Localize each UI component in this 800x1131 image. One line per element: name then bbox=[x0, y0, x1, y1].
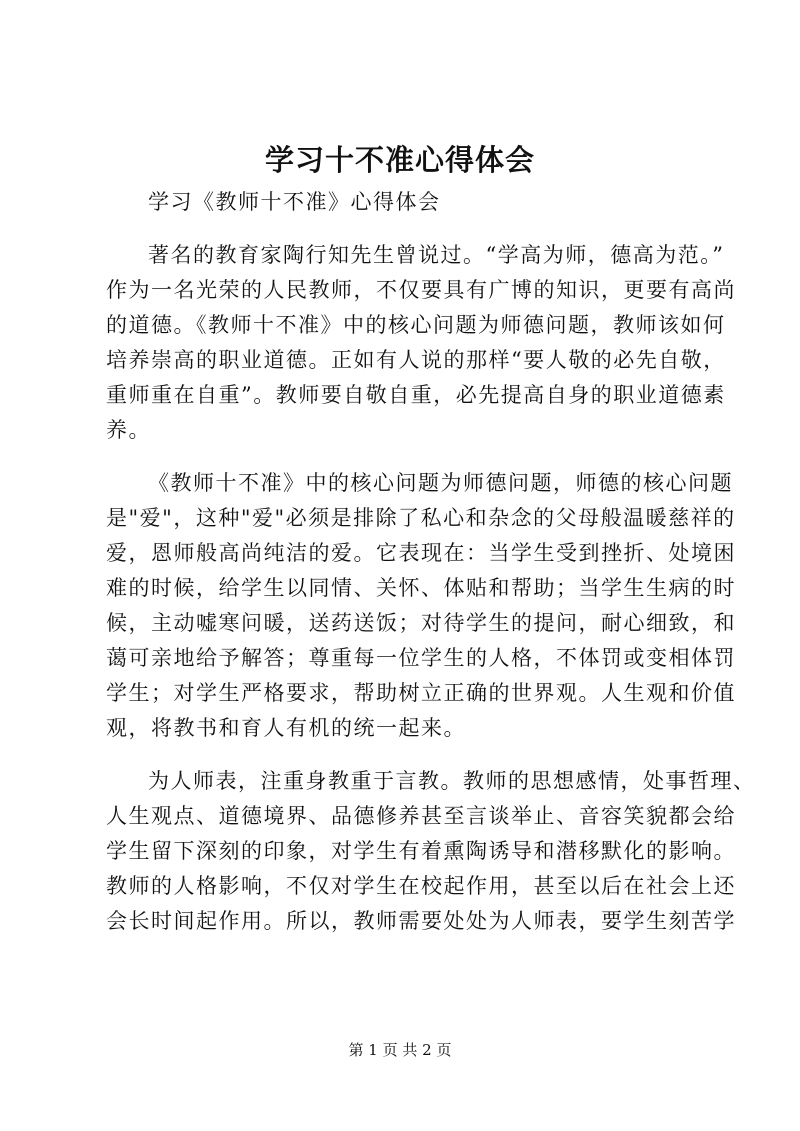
page-title: 学习十不准心得体会 bbox=[264, 143, 535, 177]
subtitle: 学习《教师十不准》心得体会 bbox=[148, 190, 441, 214]
document-body bbox=[106, 185, 756, 939]
paragraph-line: 爱，恩师般高尚纯洁的爱。它表现在：当学生受到挫折、处境困 bbox=[106, 541, 736, 565]
paragraph-line: 《教师十不准》中的核心问题为师德问题，师德的核心问题 bbox=[148, 471, 733, 495]
paragraph-line: 会长时间起作用。所以，教师需要处处为人师表，要学生刻苦学 bbox=[106, 909, 736, 933]
paragraph bbox=[106, 238, 736, 448]
paragraph bbox=[106, 764, 756, 939]
paragraph-line: 难的时候，给学生以同情、关怀、体贴和帮助；当学生生病的时 bbox=[106, 576, 736, 600]
paragraph-line: 的道德。《教师十不准》中的核心问题为师德问题，教师该如何 bbox=[106, 313, 726, 337]
paragraph-line: 培养崇高的职业道德。正如有人说的那样“要人敬的必先自敬， bbox=[106, 348, 726, 372]
paragraph bbox=[106, 466, 736, 746]
paragraph-line: 蔼可亲地给予解答；尊重每一位学生的人格，不体罚或变相体罚 bbox=[106, 646, 736, 670]
page-footer: 第 1 页 共 2 页 bbox=[348, 1041, 452, 1059]
paragraph-line: 著名的教育家陶行知先生曾说过。“学高为师，德高为范。” bbox=[148, 243, 725, 267]
paragraph-line: 养。 bbox=[106, 418, 151, 442]
paragraph-line: 重师重在自重”。教师要自敬自重，必先提高自身的职业道德素 bbox=[106, 383, 726, 407]
paragraph-line: 教师的人格影响，不仅对学生在校起作用，甚至以后在社会上还 bbox=[106, 874, 736, 898]
paragraph-line: 观，将教书和育人有机的统一起来。 bbox=[106, 716, 466, 740]
paragraph-line: 作为一名光荣的人民教师，不仅要具有广博的知识，更要有高尚 bbox=[106, 278, 736, 302]
paragraph-line: 人生观点、道德境界、品德修养甚至言谈举止、音容笑貌都会给 bbox=[106, 804, 736, 828]
paragraph-line: 候，主动嘘寒问暖，送药送饭；对待学生的提问，耐心细致，和 bbox=[106, 611, 736, 635]
paragraph-line: 为人师表，注重身教重于言教。教师的思想感情，处事哲理、 bbox=[148, 769, 756, 793]
paragraph-line: 学生留下深刻的印象，对学生有着熏陶诱导和潜移默化的影响。 bbox=[106, 839, 736, 863]
paragraph-line: 是"爱"，这种"爱"必须是排除了私心和杂念的父母般温暖慈祥的 bbox=[106, 506, 736, 530]
paragraph-line: 学生；对学生严格要求，帮助树立正确的世界观。人生观和价值 bbox=[106, 681, 736, 705]
